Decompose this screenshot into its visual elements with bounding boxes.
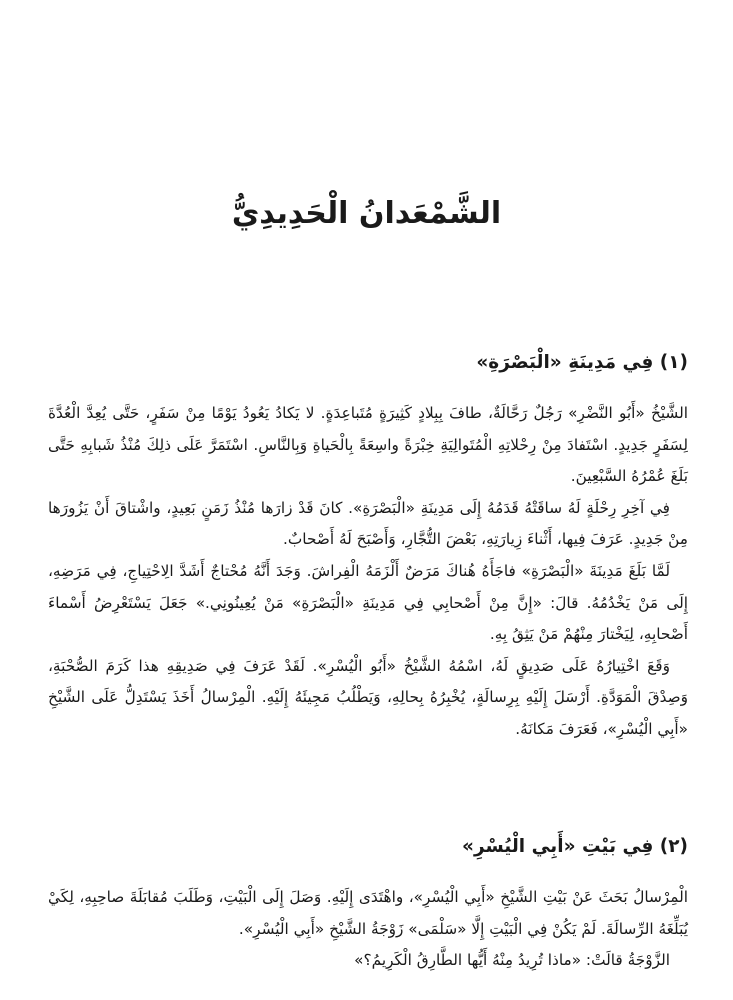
section-heading: (٢) فِي بَيْتِ «أَبِي الْيُسْرِ» [462, 836, 688, 857]
section-heading: (١) فِي مَدِينَةِ «الْبَصْرَةِ» [476, 352, 688, 373]
chapter-title: الشَّمْعَدانُ الْحَدِيدِيُّ [231, 196, 502, 231]
paragraph: لَمَّا بَلَغَ مَدِينَةَ «الْبَصْرَةِ» فاجَأَهُ هُناكَ مَرَضٌ أَلْزَمَهُ الْفِراشَ. وَجَدَ أَنَّهُ مُحْتاجٌ أَشَدَّ الِاحْتِياجِ، فِي مَرَضِهِ، إِلَى مَنْ يَخْدُمُهُ. قالَ: «إِنَّ مِنْ أَصْحابِي فِي مَدِينَةِ «الْبَصْرَةِ» مَنْ يُعِينُونِي.» جَعَلَ يَسْتَعْرِضُ أَسْماءَ أَصْحابِهِ، لِيَخْتارَ مِنْهُمْ مَنْ يَثِقُ بِهِ. [48, 561, 688, 644]
paragraph: الْمِرْسالُ بَحَثَ عَنْ بَيْتِ الشَّيْخِ «أَبِي الْيُسْرِ»، واهْتَدَى إِلَيْهِ. وَصَلَ إِلَى الْبَيْتِ، وَطَلَبَ مُقابَلَةَ صاحِبِهِ، لِكَيْ يُبَلِّغَهُ الرِّسالَةَ. لَمْ يَكُنْ فِي الْبَيْتِ إِلَّا «سَلْمَى» زَوْجَةُ الشَّيْخِ «أَبِي الْيُسْرِ». [48, 888, 688, 938]
paragraph: الشَّيْخُ «أَبُو النَّضْرِ» رَجُلٌ رَحَّالَةٌ، طافَ بِبِلادٍ كَثِيرَةٍ مُتَباعِدَةٍ. لا يَكادُ يَعُودُ يَوْمًا مِنْ سَفَرٍ، حَتَّى يُعِدَّ الْعُدَّةَ لِسَفَرٍ جَدِيدٍ. اسْتَفادَ مِنْ رِحْلاتِهِ الْمُتَوالِيَةِ خِبْرَةً واسِعَةً بِالْحَياةِ وَبِالنَّاسِ. اسْتَمَرَّ عَلَى ذلِكَ مُنْذُ شَبابِهِ حَتَّى بَلَغَ عُمْرُهُ السَّبْعِينَ. [48, 404, 688, 486]
paragraph: وَقَعَ اخْتِيارُهُ عَلَى صَدِيقٍ لَهُ، اسْمُهُ الشَّيْخُ «أَبُو الْيُسْرِ». لَقَدْ عَرَفَ فِي صَدِيقِهِ هذا كَرَمَ الصُّحْبَةِ، وَصِدْقَ الْمَوَدَّةِ. أَرْسَلَ إِلَيْهِ بِرِسالَةٍ، يُخْبِرُهُ بِحالِهِ، وَيَطْلُبُ مَجِيئَهُ إِلَيْهِ. الْمِرْسالُ أَخَذَ يَسْتَدِلُّ عَلَى الشَّيْخِ «أَبِي الْيُسْرِ»، فَعَرَفَ مَكانَهُ. [48, 656, 688, 738]
section-abu-alyusr-house [48, 830, 688, 977]
paragraph: فِي آخِرِ رِحْلَةٍ لَهُ ساقَتْهُ قَدَمُهُ إِلَى مَدِينَةِ «الْبَصْرَةِ». كانَ قَدْ زارَها مُنْذُ زَمَنٍ بَعِيدٍ، واشْتاقَ أَنْ يَزُورَها مِنْ جَدِيدٍ. عَرَفَ فِيها، أَثْناءَ زِيارَتِهِ، بَعْضَ التُّجَّارِ، وَأَصْبَحَ لَهُ أَصْحابٌ. [48, 498, 688, 549]
section-body [48, 398, 688, 746]
section-body [48, 882, 688, 977]
section-basra [48, 346, 688, 746]
paragraph: الزَّوْجَةُ قالَتْ: «ماذا تُرِيدُ مِنْهُ أَيُّها الطَّارِقُ الْكَرِيمُ؟» [354, 951, 670, 970]
